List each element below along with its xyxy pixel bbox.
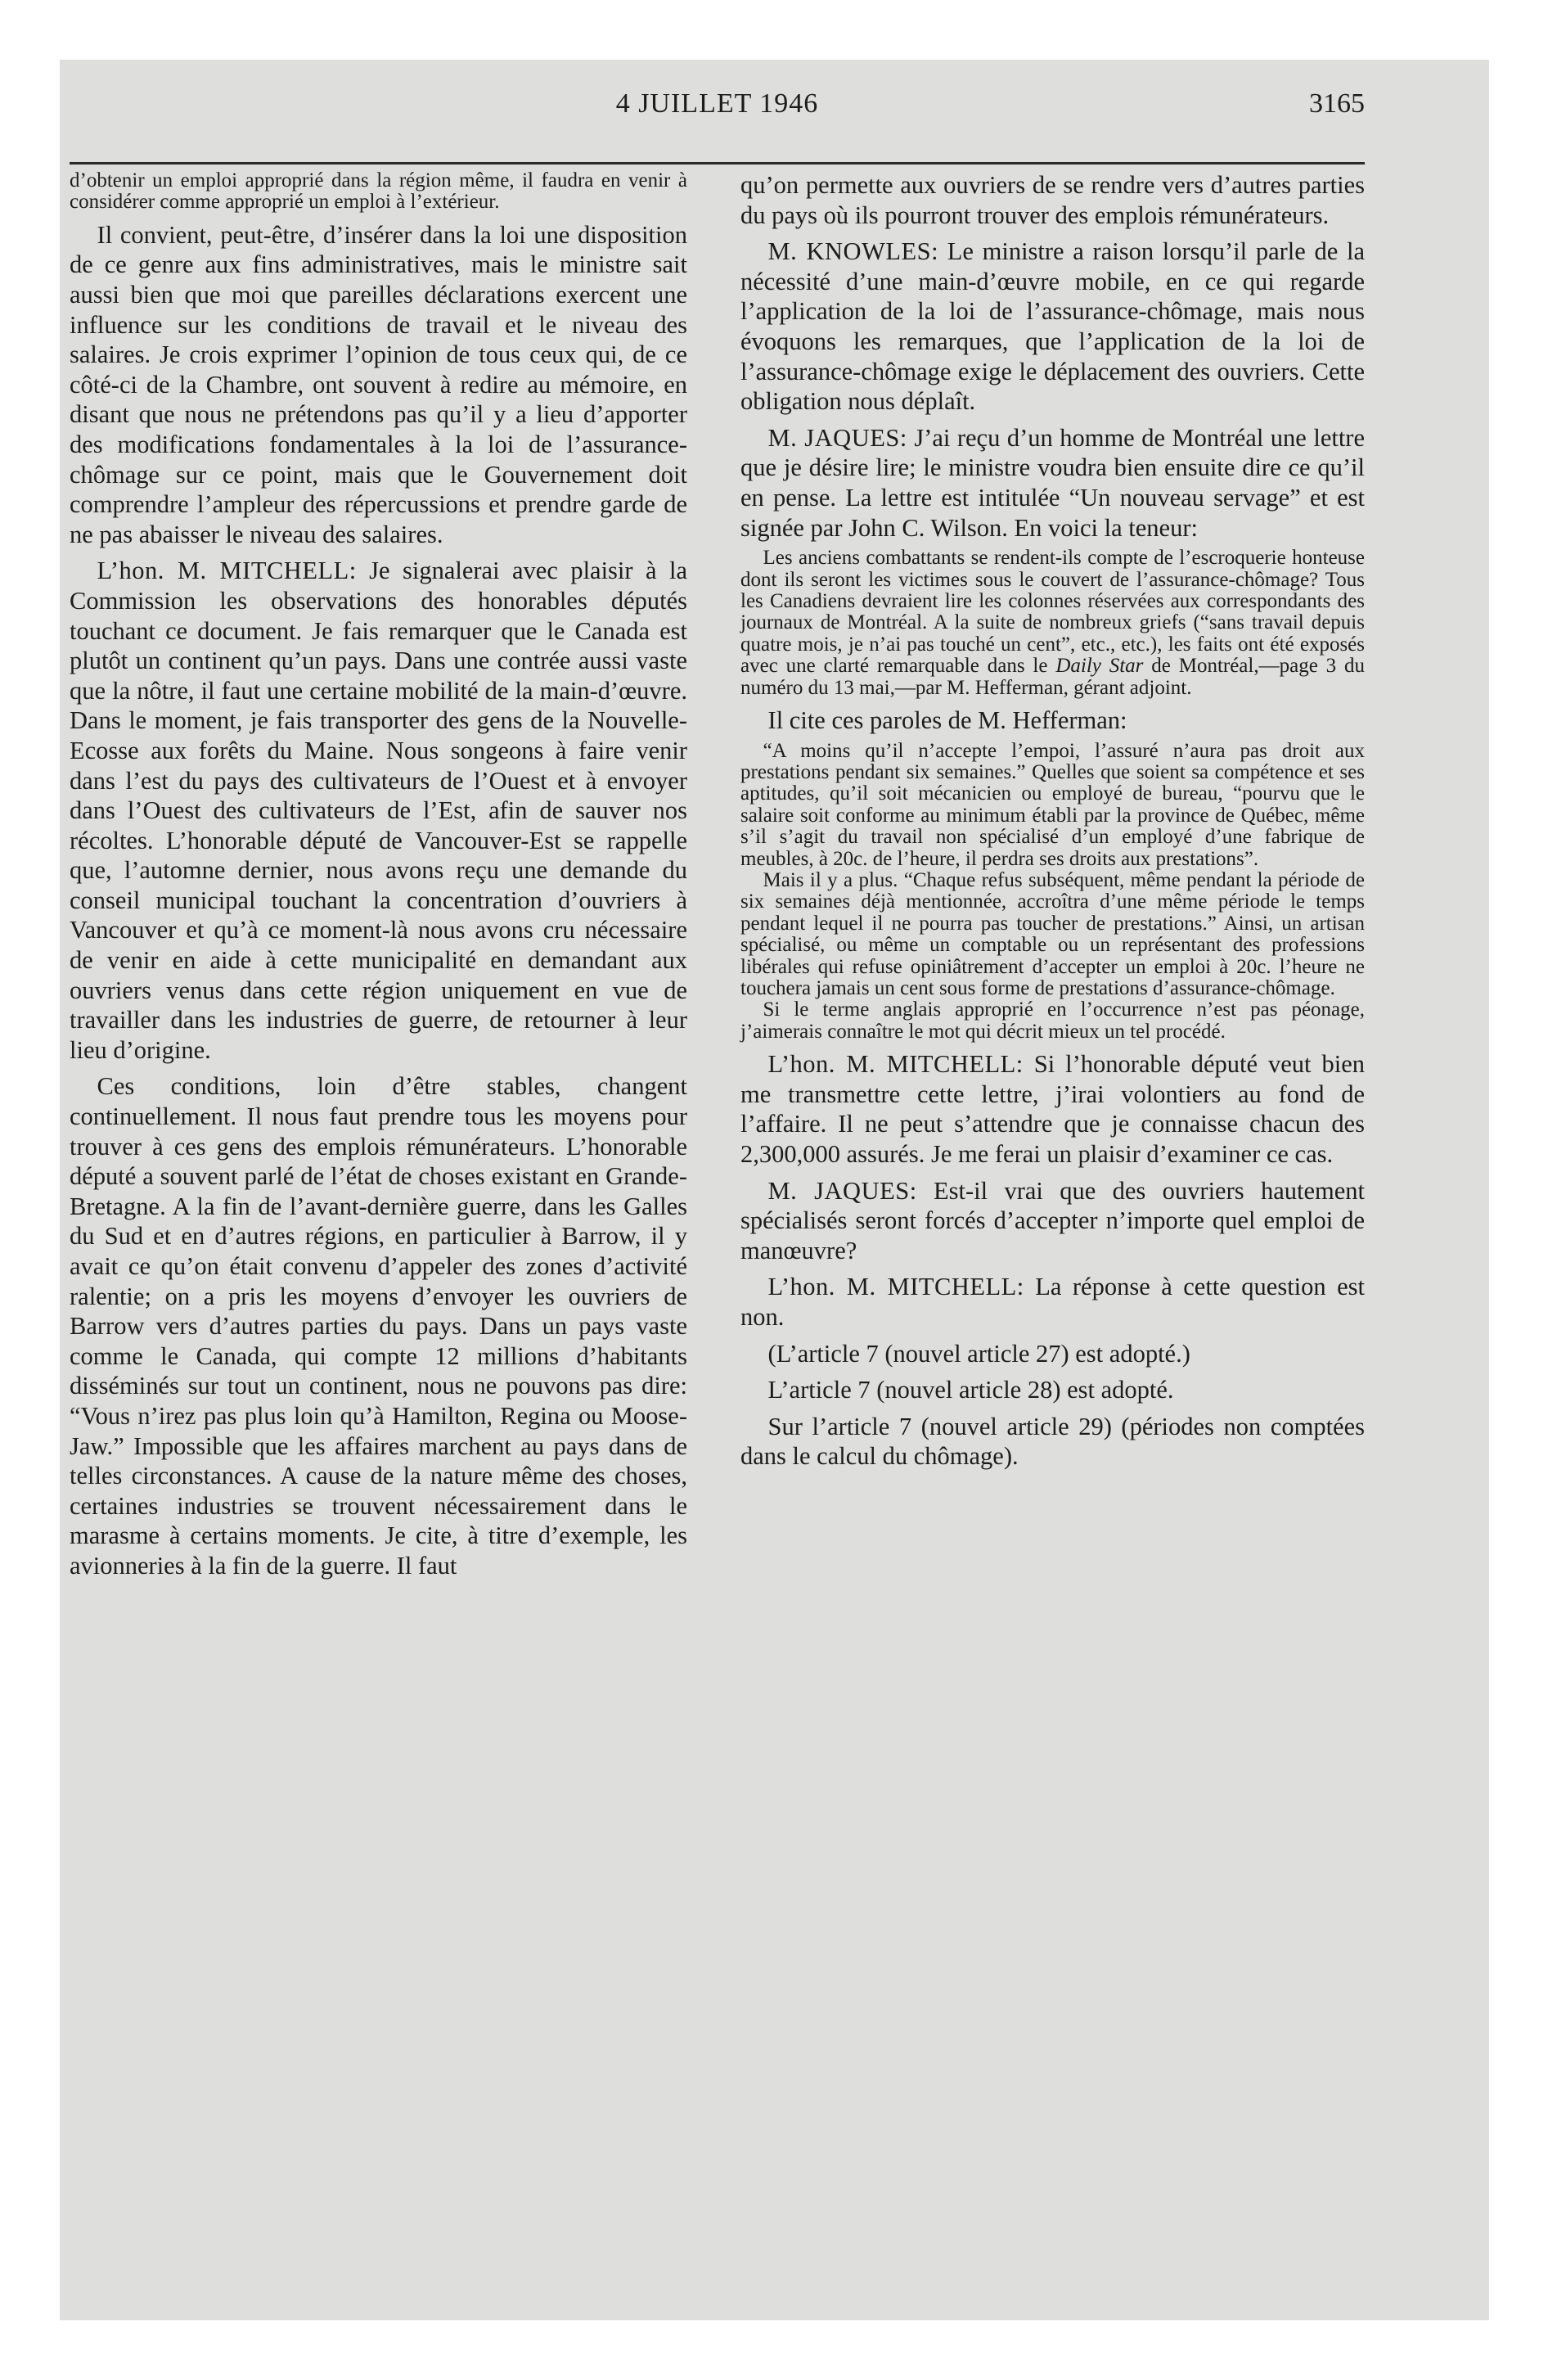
quoted-text: “A moins qu’il n’accepte l’empoi, l’assuré n’aura pas droit aux prestations pendant six semaines.” Quelles que soient sa compétence et ses aptitudes, qu’il soit mécanicien ou employé de bureau, “pourvu que le salaire soit conforme au minimum établi par la province de Québec, même s’il s’agit du travail non spécialisé d’un employé d’une fabrique de meubles, à 20c. de l’heure, il perdra ses droits aux prestations”. [740,739,1365,870]
speaker-name: L’hon. M. MITCHELL: [767,1273,1024,1301]
speech-text: Le ministre a raison lorsqu’il parle de la nécessité d’une main-d’œuvre mobile, en ce qui regarde l’application de la loi de l’assurance-chômage, mais nous évoquons les remarques, que l’application de la loi de l’assurance-chômage exige le déplacement des ouvriers. Cette obligation nous déplaît. [740,237,1365,416]
quote-text: Les anciens combattants se rendent-ils compte de l’escroquerie honteuse dont ils seront les victimes sous le couvert de l’assurance-chômage? Tous les Canadiens devraient lire les colonnes réservées aux correspondants des journaux de Montréal. A la suite de nombreux griefs (“sans travail depuis quatre mois, je n’ai pas touché un cent”, etc., etc.), les faits ont été exposés avec une clarté remarquable dans le [740,547,1365,678]
speech-paragraph [740,423,1365,543]
speech-text: Si l’honorable député veut bien me transmettre cette lettre, j’irai volontiers au fond de l’affaire. Il ne peut s’attendre que je connaisse chacun des 2,300,000 assurés. Je me ferai un plaisir d’examiner ce cas. [740,1050,1366,1169]
newspaper-title: Daily Star [1055,655,1144,678]
speech-paragraph [740,1049,1365,1169]
paragraph: qu’on permette aux ouvriers de se rendre vers d’autres parties du pays où ils pourront trouver des emplois rémunérateurs. [740,171,1365,229]
speaker-name: L’hon. M. MITCHELL: [767,1050,1024,1079]
speech-paragraph [740,237,1365,417]
speech-paragraph [740,1272,1365,1332]
speaker-name: M. JAQUES: [767,1176,917,1205]
paragraph: d’obtenir un emploi approprié dans la région même, il faudra en venir à considérer comme approprié un emploi à l’extérieur. [70,169,687,214]
quoted-text: Mais il y a plus. “Chaque refus subséquent, même pendant la période de six semaines déjà mentionnée, accroîtra d’une même période le temps pendant lequel il ne pourra pas toucher de prestations.” Ainsi, un artisan spécialisé, ou même un comptable ou un représentant des professions libérales qui refuse opiniâtrement d’accepter un emploi à 20c. l’heure ne touchera jamais un cent sous forme de prestations d’assurance-chômage. [740,869,1365,1000]
left-column [70,170,687,1581]
paragraph: Il convient, peut-être, d’insérer dans la loi une disposition de ce genre aux fins administratives, mais le ministre sait aussi bien que moi que pareilles déclarations exercent une influence sur les conditions de travail et le niveau des salaires. Je crois exprimer l’opinion de tous ceux qui, de ce côté-ci de la Chambre, ont souvent à redire au mémoire, en disant que nous ne prétendons pas qu’il y a lieu d’apporter des modifications fondamentales à la loi de l’assurance-chômage sur ce point, mais que le Gouvernement doit comprendre l’ampleur des répercussions et prendre garde de ne pas abaisser le niveau des salaires. [70,220,687,548]
speech-text: J’ai reçu d’un homme de Montréal une lettre que je désire lire; le ministre voudra bien ensuite dire ce qu’il en pense. La lettre est intitulée “Un nouveau servage” et est signée par John C. Wilson. En voici la teneur: [740,423,1365,542]
quoted-text: Si le terme anglais approprié en l’occurrence n’est pas péonage, j’aimerais connaître le mot qui décrit mieux un tel procédé. [740,998,1365,1043]
procedural-note: L’article 7 (nouvel article 28) est adopté. [767,1376,1174,1404]
speaker-name: M. JAQUES: [767,423,907,452]
speech-paragraph [70,556,687,1065]
procedural-note: Sur l’article 7 (nouvel article 29) (périodes non comptées dans le calcul du chômage). [740,1412,1365,1471]
speech-text: Je signalerai avec plaisir à la Commission les observations des honorables députés touchant ce document. Je fais remarquer que le Canada est plutôt un continent qu’un pays. Dans une contrée aussi vaste que la nôtre, il faut une certaine mobilité de la main-d’œuvre. Dans le moment, je fais transporter des gens de la Nouvelle-Ecosse aux forêts du Maine. Nous songeons à faire venir dans l’est du pays des cultivateurs de l’Ouest et à envoyer dans l’Ouest des cultivateurs de l’Est, afin de sauver nos récoltes. L’honorable député de Vancouver-Est se rappelle que, l’automne dernier, nous avons reçu une demande du conseil municipal touchant la concentration d’ouvriers à Vancouver et qu’à ce moment-là nous avons cru nécessaire de venir en aide à cette municipalité en demandant aux ouvriers venus dans cette région uniquement en vue de travailler dans les industries de guerre, de retourner à leur lieu d’origine. [70,557,687,1064]
header-date: 4 JUILLET 1946 [615,88,819,119]
speech-text: Est-il vrai que des ouvriers hautement spécialisés seront forcés d’accepter n’importe quel emploi de manœuvre? [740,1176,1365,1264]
paragraph: Il cite ces paroles de M. Hefferman: [767,705,1127,734]
page-header [70,82,1365,165]
speaker-name: L’hon. M. MITCHELL: [97,557,357,585]
quoted-letter [740,548,1365,699]
procedural-note: (L’article 7 (nouvel article 27) est adopté.) [767,1339,1190,1368]
right-column [740,170,1365,1472]
quote-text: de Montréal,—page 3 du numéro du 13 mai,—par M. Hefferman, gérant adjoint. [740,655,1366,699]
speech-paragraph [740,1176,1365,1266]
speech-text: La réponse à cette question est non. [740,1273,1365,1331]
paragraph: Ces conditions, loin d’être stables, changent continuellement. Il nous faut prendre tous les moyens pour trouver à ces gens des emplois rémunérateurs. L’honorable député a souvent parlé de l’état de choses existant en Grande-Bretagne. A la fin de l’avant-dernière guerre, dans les Galles du Sud et en d’autres régions, en particulier à Barrow, il y avait ce qu’on était convenu d’appeler des zones d’activité ralentie; on a pris les moyens d’envoyer les ouvriers de Barrow vers d’autres parties du pays. Dans un pays vaste comme le Canada, qui compte 12 millions d’habitants disséminés sur tout un continent, nous ne pouvons pas dire: “Vous n’irez pas plus loin qu’à Hamilton, Regina ou Moose-Jaw.” Impossible que les affaires marchent au pays dans de telles circonstances. A cause de la nature même des choses, certaines industries se trouvent nécessairement dans le marasme à certains moments. Je cite, à titre d’exemple, les avionneries à la fin de la guerre. Il faut [70,1072,687,1580]
speaker-name: M. KNOWLES: [767,237,939,266]
page-number: 3165 [1309,88,1365,119]
